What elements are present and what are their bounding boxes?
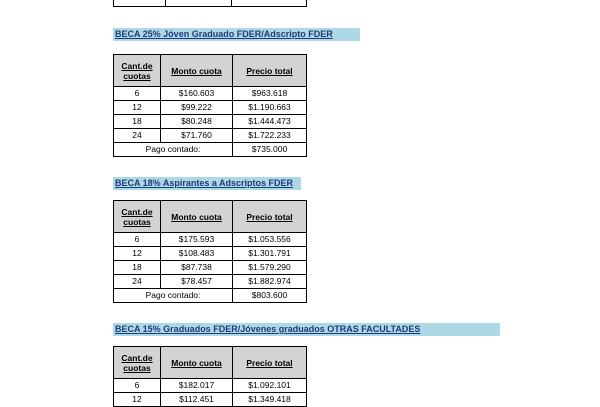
cell-cuotas: 24 xyxy=(114,275,161,289)
col-header-total: Precio total xyxy=(233,347,307,379)
contado-label: Pago contado: xyxy=(114,143,233,157)
cell-total: $1.882.974 xyxy=(233,275,307,289)
cell-monto: $112.451 xyxy=(161,393,233,407)
col-header-cuotas: Cant.de cuotas xyxy=(114,55,161,87)
section-heading-text: BECA 15% Graduados FDER/Jóvenes graduados OTRAS FACULTADES xyxy=(115,324,421,334)
cell-cuotas: 24 xyxy=(114,129,161,143)
cell-monto: $78.457 xyxy=(161,275,233,289)
table-header-row xyxy=(114,347,307,379)
cell-total: $963.618 xyxy=(233,87,307,101)
table-row xyxy=(114,233,307,247)
table-row xyxy=(114,247,307,261)
table-header-row xyxy=(114,55,307,87)
cell-total: $1.349.418 xyxy=(233,393,307,407)
cell-total: $1.092.101 xyxy=(233,379,307,393)
contado-row xyxy=(114,289,307,303)
cell-monto: $160.603 xyxy=(161,87,233,101)
section-heading-beca-18 xyxy=(113,177,301,190)
cell-cuotas: 18 xyxy=(114,261,161,275)
cell-monto: $182.017 xyxy=(161,379,233,393)
cell-monto: $71.760 xyxy=(161,129,233,143)
cell-cuotas: 6 xyxy=(114,379,161,393)
section-heading-text: BECA 18% Aspirantes a Adscriptos FDER xyxy=(115,178,294,188)
col-header-total: Precio total xyxy=(233,55,307,87)
col-header-monto: Monto cuota xyxy=(161,347,233,379)
section-heading-text: BECA 25% Jóven Graduado FDER/Adscripto FDER xyxy=(115,29,333,39)
cell-monto: $175.593 xyxy=(161,233,233,247)
table-row xyxy=(114,115,307,129)
cell-total: $1.053.556 xyxy=(233,233,307,247)
cell-total: $1.190.663 xyxy=(233,101,307,115)
cell-monto: $99.222 xyxy=(161,101,233,115)
col-header-cuotas: Cant.de cuotas xyxy=(114,201,161,233)
col-header-monto: Monto cuota xyxy=(161,201,233,233)
previous-table-bottom xyxy=(113,0,307,7)
cell-cuotas: 12 xyxy=(114,247,161,261)
price-table-beca-15 xyxy=(113,346,307,407)
contado-value: $735.000 xyxy=(233,143,307,157)
cell-total: $1.301.791 xyxy=(233,247,307,261)
cell-cuotas: 18 xyxy=(114,115,161,129)
cell-monto: $80.248 xyxy=(161,115,233,129)
cell-total: $1.444.473 xyxy=(233,115,307,129)
table-row xyxy=(114,261,307,275)
cell-cuotas: 6 xyxy=(114,87,161,101)
cell-total: $1.579.290 xyxy=(233,261,307,275)
cell-monto: $87.738 xyxy=(161,261,233,275)
col-header-total: Precio total xyxy=(233,201,307,233)
contado-value: $803.600 xyxy=(233,289,307,303)
contado-label: Pago contado: xyxy=(114,289,233,303)
column-divider xyxy=(231,0,232,6)
table-row xyxy=(114,275,307,289)
table-row xyxy=(114,379,307,393)
table-row xyxy=(114,129,307,143)
table-row xyxy=(114,87,307,101)
price-table-beca-25 xyxy=(113,54,307,157)
cell-total: $1.722.233 xyxy=(233,129,307,143)
contado-row xyxy=(114,143,307,157)
table-header-row xyxy=(114,201,307,233)
cell-cuotas: 6 xyxy=(114,233,161,247)
col-header-monto: Monto cuota xyxy=(161,55,233,87)
price-table-beca-18 xyxy=(113,200,307,303)
cell-cuotas: 12 xyxy=(114,101,161,115)
section-heading-beca-15 xyxy=(113,323,500,336)
cell-monto: $108.483 xyxy=(161,247,233,261)
section-heading-beca-25 xyxy=(113,28,360,41)
col-header-cuotas: Cant.de cuotas xyxy=(114,347,161,379)
cell-cuotas: 12 xyxy=(114,393,161,407)
column-divider xyxy=(165,0,166,6)
table-row xyxy=(114,101,307,115)
